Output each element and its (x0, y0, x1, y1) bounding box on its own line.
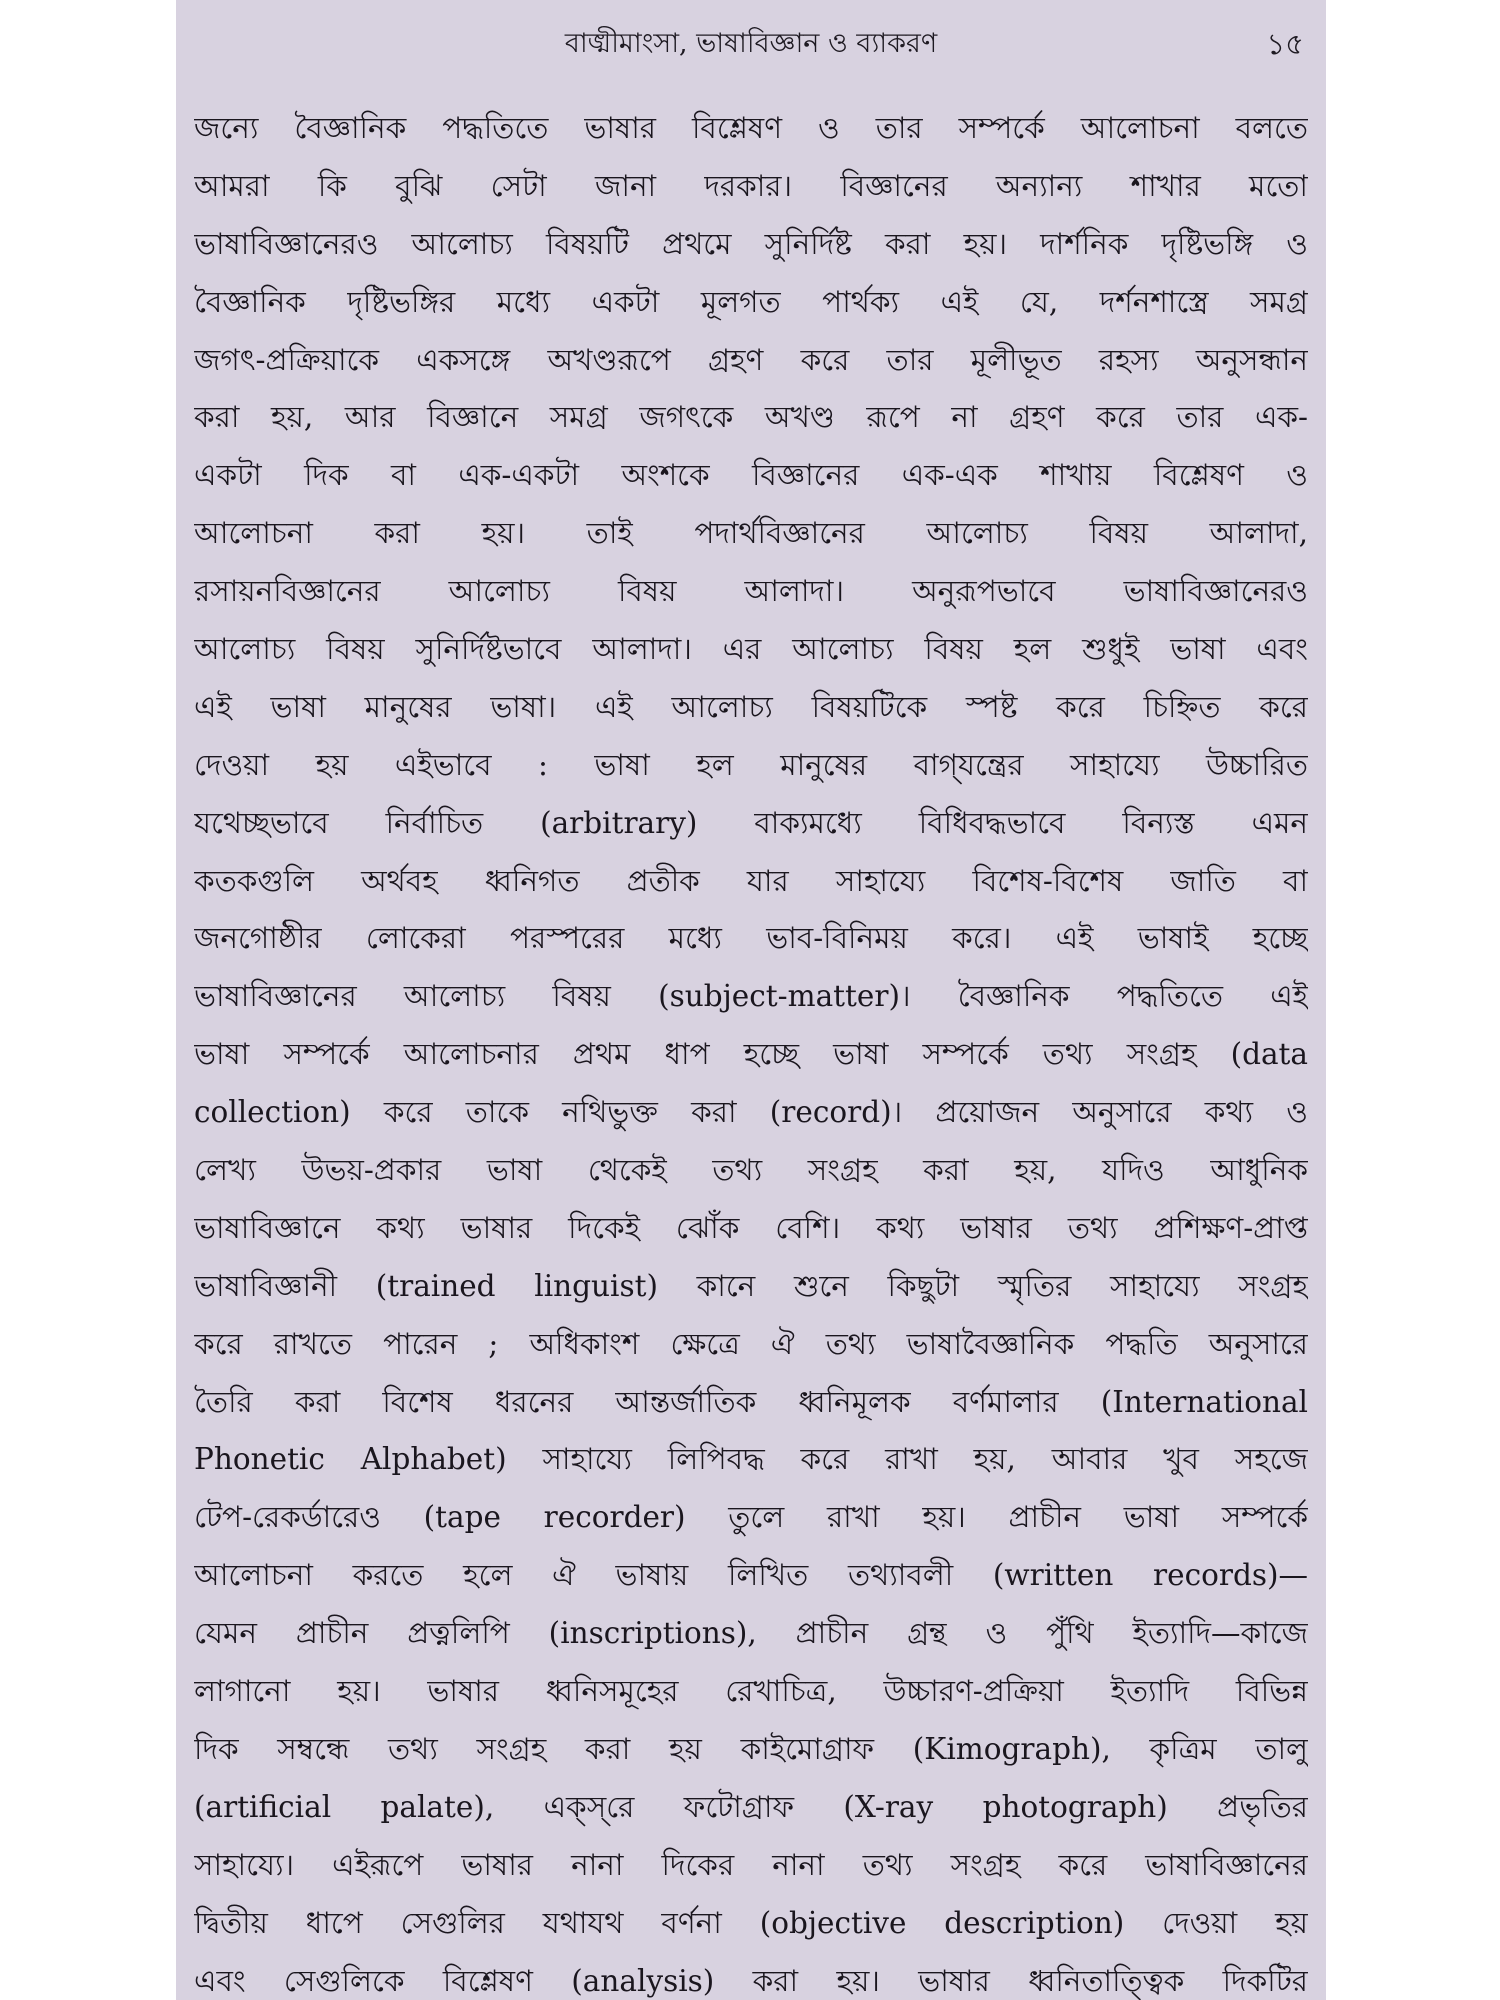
text-line: জনগোষ্ঠীর লোকেরা পরস্পরের মধ্যে ভাব-বিনিময় করে। এই ভাষাই হচ্ছে (194, 921, 1308, 956)
text-line: ভাষাবিজ্ঞানের আলোচ্য বিষয় (subject-matter)। বৈজ্ঞানিক পদ্ধতিতে এই (194, 979, 1308, 1014)
text-line: সাহায্যে। এইরূপে ভাষার নানা দিকের নানা তথ্য সংগ্রহ করে ভাষাবিজ্ঞানের (194, 1847, 1308, 1882)
text-line: ভাষাবিজ্ঞানেরও আলোচ্য বিষয়টি প্রথমে সুনির্দিষ্ট করা হয়। দার্শনিক দৃষ্টিভঙ্গি ও (194, 226, 1308, 261)
text-line: যেমন প্রাচীন প্রত্নলিপি (inscriptions), প্রাচীন গ্রন্থ ও পুঁথি ইত্যাদি—কাজে (194, 1616, 1308, 1651)
text-line: (artificial palate), এক্‌স্‌রে ফটোগ্রাফ (X-ray photograph) প্রভৃতির (194, 1789, 1308, 1824)
text-line: Phonetic Alphabet) সাহায্যে লিপিবদ্ধ করে রাখা হয়, আবার খুব সহজে (194, 1442, 1308, 1477)
running-title: বাঙ্মীমাংসা, ভাষাবিজ্ঞান ও ব্যাকরণ (564, 28, 938, 59)
text-line: ভাষা সম্পর্কে আলোচনার প্রথম ধাপ হচ্ছে ভাষা সম্পর্কে তথ্য সংগ্রহ (data (194, 1037, 1308, 1072)
text-line: আলোচ্য বিষয় সুনির্দিষ্টভাবে আলাদা। এর আলোচ্য বিষয় হল শুধুই ভাষা এবং (194, 632, 1308, 667)
text-line: আলোচনা করা হয়। তাই পদার্থবিজ্ঞানের আলোচ্য বিষয় আলাদা, (194, 516, 1308, 551)
text-line: যথেচ্ছভাবে নির্বাচিত (arbitrary) বাক্যমধ্যে বিধিবদ্ধভাবে বিন্যস্ত এমন (194, 805, 1308, 840)
text-line: লেখ্য উভয়-প্রকার ভাষা থেকেই তথ্য সংগ্রহ করা হয়, যদিও আধুনিক (194, 1153, 1308, 1188)
text-line: টেপ-রেকর্ডারেও (tape recorder) তুলে রাখা হয়। প্রাচীন ভাষা সম্পর্কে (194, 1500, 1308, 1535)
running-head (176, 22, 1326, 66)
text-line: collection) করে তাকে নথিভুক্ত করা (record)। প্রয়োজন অনুসারে কথ্য ও (194, 1095, 1308, 1130)
text-line: কতকগুলি অর্থবহ ধ্বনিগত প্রতীক যার সাহায্যে বিশেষ-বিশেষ জাতি বা (194, 863, 1308, 898)
text-line: বৈজ্ঞানিক দৃষ্টিভঙ্গির মধ্যে একটা মূলগত পার্থক্য এই যে, দর্শনশাস্ত্রে সমগ্র (194, 284, 1308, 319)
text-line: এবং সেগুলিকে বিশ্লেষণ (analysis) করা হয়। ভাষার ধ্বনিতাত্ত্বিক দিকটির (194, 1963, 1308, 1998)
text-line: রসায়নবিজ্ঞানের আলোচ্য বিষয় আলাদা। অনুরূপভাবে ভাষাবিজ্ঞানেরও (194, 574, 1308, 609)
page-number: ১৫ (1266, 27, 1304, 61)
text-line: আলোচনা করতে হলে ঐ ভাষায় লিখিত তথ্যাবলী (written records)— (194, 1558, 1308, 1593)
text-line: দিক সম্বন্ধে তথ্য সংগ্রহ করা হয় কাইমোগ্রাফ (Kimograph), কৃত্রিম তালু (194, 1731, 1308, 1766)
text-line: দেওয়া হয় এইভাবে : ভাষা হল মানুষের বাগ্‌যন্ত্রের সাহায্যে উচ্চারিত (194, 747, 1308, 782)
text-line: একটা দিক বা এক-একটা অংশকে বিজ্ঞানের এক-এক শাখায় বিশ্লেষণ ও (194, 458, 1308, 493)
book-page (176, 0, 1326, 2000)
text-line: জগৎ-প্রক্রিয়াকে একসঙ্গে অখণ্ডরূপে গ্রহণ করে তার মূলীভূত রহস্য অনুসন্ধান (194, 342, 1308, 377)
text-line: করা হয়, আর বিজ্ঞানে সমগ্র জগৎকে অখণ্ড রূপে না গ্রহণ করে তার এক- (194, 400, 1308, 435)
text-line: ভাষাবিজ্ঞানী (trained linguist) কানে শুনে কিছুটা স্মৃতির সাহায্যে সংগ্রহ (194, 1268, 1308, 1303)
text-line: লাগানো হয়। ভাষার ধ্বনিসমূহের রেখাচিত্র, উচ্চারণ-প্রক্রিয়া ইত্যাদি বিভিন্ন (194, 1674, 1308, 1709)
text-line: তৈরি করা বিশেষ ধরনের আন্তর্জাতিক ধ্বনিমূলক বর্ণমালার (International (194, 1384, 1308, 1419)
text-line: আমরা কি বুঝি সেটা জানা দরকার। বিজ্ঞানের অন্যান্য শাখার মতো (194, 168, 1308, 203)
text-line: করে রাখতে পারেন ; অধিকাংশ ক্ষেত্রে ঐ তথ্য ভাষাবৈজ্ঞানিক পদ্ধতি অনুসারে (194, 1326, 1308, 1361)
text-line: জন্যে বৈজ্ঞানিক পদ্ধতিতে ভাষার বিশ্লেষণ ও তার সম্পর্কে আলোচনা বলতে (194, 111, 1308, 145)
text-line: ভাষাবিজ্ঞানে কথ্য ভাষার দিকেই ঝোঁক বেশি। কথ্য ভাষার তথ্য প্রশিক্ষণ-প্রাপ্ত (194, 1210, 1308, 1245)
text-line: দ্বিতীয় ধাপে সেগুলির যথাযথ বর্ণনা (objective description) দেওয়া হয় (194, 1905, 1308, 1940)
text-line: এই ভাষা মানুষের ভাষা। এই আলোচ্য বিষয়টিকে স্পষ্ট করে চিহ্নিত করে (194, 689, 1308, 724)
body-text (194, 100, 1308, 2000)
